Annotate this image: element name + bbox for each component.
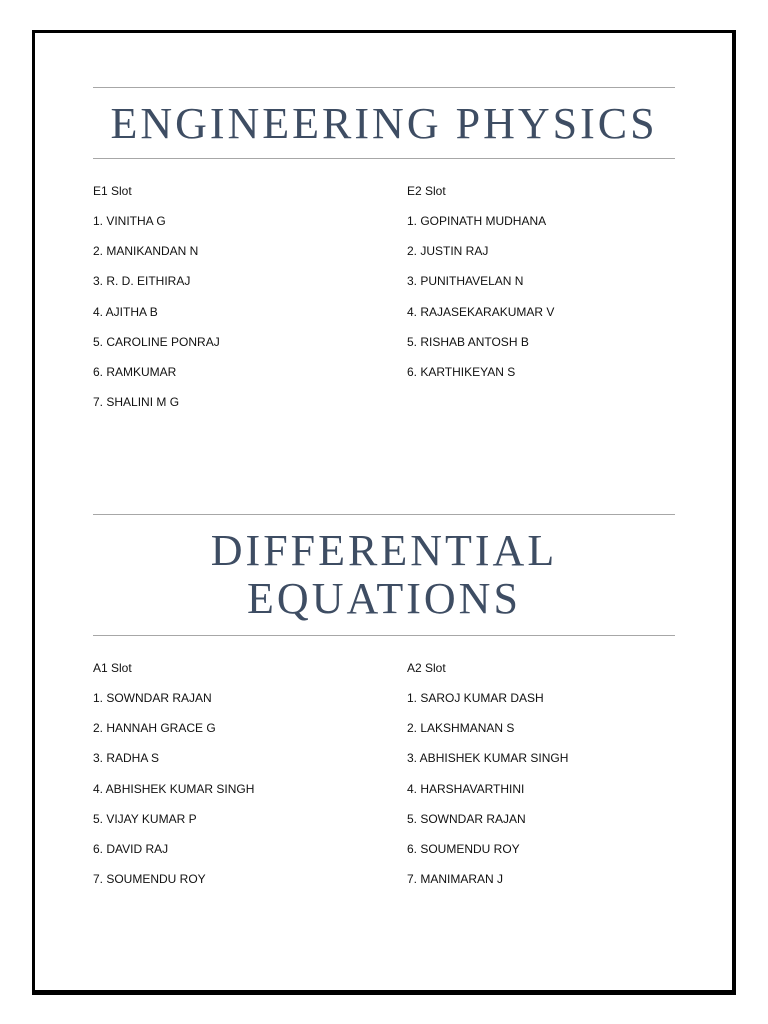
- list-item: 3. R. D. EITHIRAJ: [93, 274, 191, 289]
- list-item: 6. SOUMENDU ROY: [407, 841, 520, 856]
- bottom-divider: [93, 158, 675, 159]
- list-item: 2. HANNAH GRACE G: [93, 721, 216, 736]
- list-item: 1. SOWNDAR RAJAN: [93, 691, 212, 705]
- slot-column-e1: [93, 184, 363, 425]
- list-item: 3. PUNITHAVELAN N: [407, 274, 524, 289]
- slot-column-a1: [93, 661, 363, 902]
- list-item: 4. AJITHA B: [93, 304, 158, 319]
- list-item: 4. HARSHAVARTHINI: [407, 781, 525, 796]
- top-divider: [93, 514, 675, 515]
- slot-column-a2: [407, 661, 677, 902]
- title-line: EQUATIONS: [247, 574, 521, 623]
- list-item: 1. GOPINATH MUDHANA: [407, 214, 547, 228]
- title-line: DIFFERENTIAL: [210, 526, 558, 575]
- list-item: 4. ABHISHEK KUMAR SINGH: [93, 781, 255, 796]
- list-item: 1. SAROJ KUMAR DASH: [407, 691, 544, 705]
- list-item: 3. ABHISHEK KUMAR SINGH: [407, 751, 569, 766]
- list-item: 6. DAVID RAJ: [93, 841, 169, 856]
- slot-column-e2: [407, 184, 677, 395]
- list-item: 4. RAJASEKARAKUMAR V: [407, 304, 555, 319]
- list-item: 2. LAKSHMANAN S: [407, 721, 515, 736]
- list-item: 7. SOUMENDU ROY: [93, 872, 206, 887]
- list-item: 5. VIJAY KUMAR P: [93, 811, 197, 826]
- section-title: [93, 527, 675, 623]
- list-item: 2. JUSTIN RAJ: [407, 244, 489, 259]
- section-engineering-physics: [93, 87, 675, 417]
- title-line: ENGINEERING PHYSICS: [110, 99, 658, 148]
- slot-label: A2 Slot: [407, 661, 446, 675]
- list-item: 5. CAROLINE PONRAJ: [93, 334, 220, 349]
- list-item: 3. RADHA S: [93, 751, 160, 766]
- slot-label: E1 Slot: [93, 184, 132, 198]
- section-title: [93, 100, 675, 148]
- list-item: 7. SHALINI M G: [93, 395, 180, 410]
- list-item: 5. SOWNDAR RAJAN: [407, 811, 526, 826]
- slot-label: E2 Slot: [407, 184, 446, 198]
- bottom-divider: [93, 635, 675, 636]
- list-item: 5. RISHAB ANTOSH B: [407, 334, 529, 349]
- list-item: 1. VINITHA G: [93, 214, 166, 228]
- slot-label: A1 Slot: [93, 661, 132, 675]
- list-item: 6. KARTHIKEYAN S: [407, 364, 516, 379]
- list-item: 7. MANIMARAN J: [407, 872, 504, 887]
- top-divider: [93, 87, 675, 88]
- section-differential-equations: [93, 514, 675, 894]
- list-item: 2. MANIKANDAN N: [93, 244, 199, 259]
- list-item: 6. RAMKUMAR: [93, 364, 177, 379]
